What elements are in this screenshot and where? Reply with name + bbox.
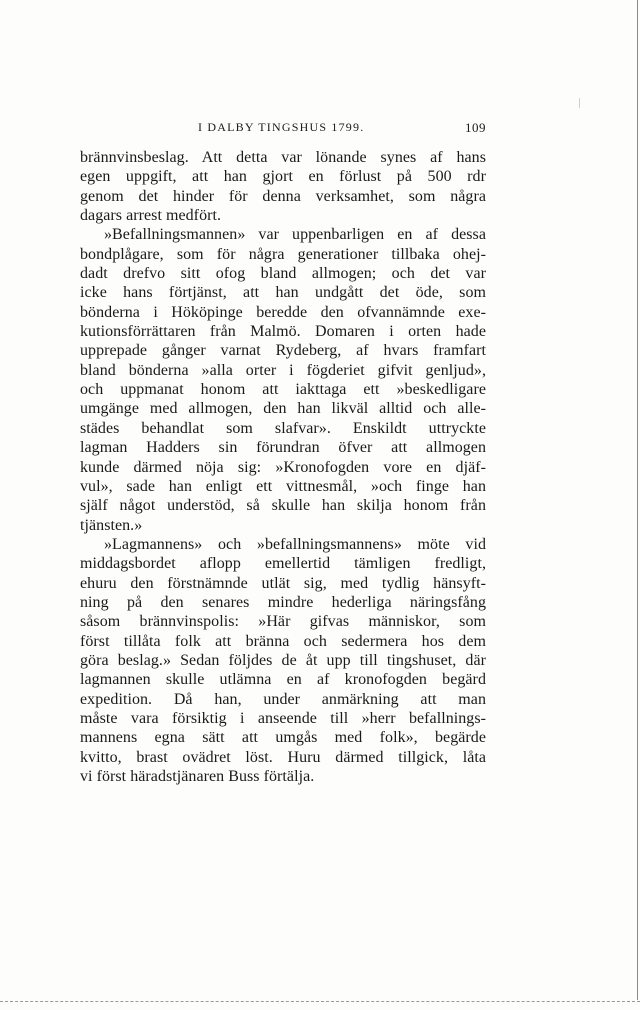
- text-line: genom det hinder för denna verksamhet, som några: [80, 187, 486, 205]
- text-line: middagsbordet aflopp emellertid tämligen fredligt,: [80, 555, 486, 573]
- text-line: ning på den senares mindre hederliga näringsfång: [80, 593, 486, 611]
- scan-edge-line: [637, 0, 638, 1000]
- text-line: kvitto, brast ovädret löst. Huru därmed tillgick, låta: [80, 748, 486, 766]
- running-head: [80, 120, 486, 144]
- page-number: 109: [465, 120, 486, 135]
- text-line: egen uppgift, att han gjort en förlust på 500 rdr: [80, 168, 486, 186]
- text-line: vul», sade han enligt ett vittnesmål, »och finge han: [80, 477, 486, 495]
- text-line: brännvinsbeslag. Att detta var lönande synes af hans: [80, 149, 486, 166]
- text-line: städes behandlat som slafvar». Enskildt uttryckte: [80, 419, 486, 437]
- text-line: måste vara försiktig i anseende till »herr befallnings-: [80, 709, 486, 727]
- text-line: expedition. Då han, under anmärkning att man: [80, 690, 486, 708]
- text-line: lagmannen skulle utlämna en af kronofogden begärd: [80, 671, 486, 689]
- paragraph: [80, 535, 486, 786]
- text-line: kunde därmed nöja sig: »Kronofogden vore en djäf-: [80, 458, 486, 476]
- body-text: [80, 148, 486, 786]
- text-line: umgänge med allmogen, den han likväl alltid och alle-: [80, 400, 486, 418]
- text-line: själf något understöd, så skulle han skilja honom från: [80, 497, 486, 515]
- text-line: dagars arrest medfört.: [80, 207, 222, 225]
- text-line: tjänsten.»: [80, 516, 143, 534]
- text-line: icke hans förtjänst, att han undgått det öde, som: [80, 284, 486, 302]
- text-line: och uppmanat honom att iakttaga ett »beskedligare: [80, 381, 486, 399]
- paragraph: [80, 225, 486, 535]
- text-line: bondplågare, som för några generationer tillbaka ohej-: [80, 245, 486, 263]
- text-line: kutionsförrättaren från Malmö. Domaren i orten hade: [80, 323, 486, 341]
- text-line: bland bönderna »alla orter i fögderiet gifvit genljud»,: [80, 361, 486, 379]
- text-line: först tillåta folk att bränna och sedermera hos dem: [80, 632, 486, 650]
- text-line: ehuru den förstnämnde utlät sig, med tydlig hänsyft-: [80, 574, 486, 592]
- text-line: »Lagmannens» och »befallningsmannens» möte vid: [104, 535, 486, 553]
- text-line: såsom brännvinspolis: »Här gifvas människor, som: [80, 613, 486, 631]
- text-line: lagman Hadders sin förundran öfver att allmogen: [80, 439, 486, 457]
- scan-bottom-edge: [0, 1001, 640, 1002]
- text-line: dadt drefvo sitt ofog bland allmogen; och det var: [80, 265, 486, 283]
- text-line: mannens egna sätt att umgås med folk», begärde: [80, 729, 486, 747]
- text-line: »Befallningsmannen» var uppenbarligen en af dessa: [104, 226, 486, 244]
- text-line: göra beslag.» Sedan följdes de åt upp till tingshuset, där: [80, 651, 486, 669]
- text-line: bönderna i Hököpinge beredde den ofvannämnde exe-: [80, 303, 486, 321]
- text-line: vi först häradstjänaren Buss förtälja.: [80, 768, 315, 785]
- paragraph: [80, 148, 486, 225]
- running-title: I DALBY TINGSHUS 1799.: [198, 120, 365, 134]
- scan-speck: [579, 98, 580, 108]
- text-line: upprepade gånger varnat Rydeberg, af hvars framfart: [80, 342, 486, 360]
